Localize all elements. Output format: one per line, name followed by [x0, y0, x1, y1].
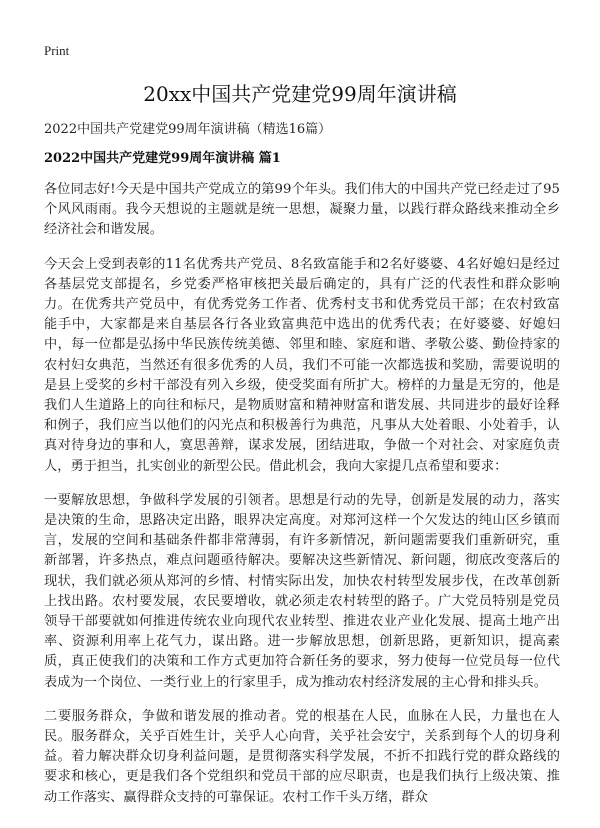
paragraph-point-one: 一要解放思想，争做科学发展的引领者。思想是行动的先导，创新是发展的动力，落实是决策的生命，思路决定出路，眼界决定高度。对郑河这样一个欠发达的纯山区乡镇而言，发展的空间和基础条件都非常薄弱，有许多新情况，新问题需要我们重新研究，重新部署，许多热点，难点问题亟待解决。要解决这些新情况、新问题，彻底改变落后的现状，我们就必须从郑河的乡情、村情实际出发，加快农村转型发展步伐，在改革创新上找出路。农村要发展，农民要增收，就必须走农村转型的路子。广大党员特别是党员领导干部要就如何推进传统农业向现代农业转型、推进农业产业化发展、提高土地产出率、资源利用率上花气力，谋出路。进一步解放思想，创新思路，更新知识，提高素质，真正使我们的决策和工作方式更加符合新任务的要求，努力使每一位党员每一位代表成为一个岗位、一类行业上的行家里手，成为推动农村经济发展的主心骨和排头兵。	[44, 492, 560, 690]
paragraph-point-two: 二要服务群众，争做和谐发展的推动者。党的根基在人民，血脉在人民，力量也在人民。服务群众，关乎百姓生计，关乎人心向背，关乎社会安宁，关系到每个人的切身利益。着力解决群众切身利益问题，是贯彻落实科学发展，不折不扣践行党的群众路线的要求和核心，更是我们各个党组织和党员干部的应尽职责，也是我们执行上级决策、推动工作落实、赢得群众支持的可靠保证。农村工作千头万绪，群众	[44, 708, 560, 805]
article-body	[44, 180, 560, 822]
print-link[interactable]: Print	[44, 43, 70, 58]
paragraph-intro: 各位同志好!今天是中国共产党成立的第99个年头。我们伟大的中国共产党已经走过了95个风风雨雨。我今天想说的主题就是统一思想，凝聚力量，以践行群众路线来推动全乡经济社会和谐发展。	[44, 182, 560, 238]
paragraph-commendation: 今天会上受到表彰的11名优秀共产党员、8名致富能手和2名好婆婆、4名好媳妇是经过各基层党支部提名，乡党委严格审核把关最后确定的，具有广泛的代表性和群众影响力。在优秀共产党员中，有优秀党务工作者、优秀村支书和优秀党员干部；在农村致富能手中，大家都是来自基层各行各业致富典范中选出的优秀代表；在好婆婆、好媳妇中，每一位都是弘扬中华民族传统美德、邻里和睦、家庭和谐、孝敬公婆、勤俭持家的农村妇女典范，当然还有很多优秀的人员，我们不可能一次都选拔和奖励，需要说明的是县上受奖的乡村干部没有列入乡级，使受奖面有所扩大。榜样的力量是无穷的，他是我们人生道路上的向往和标尺，是物质财富和精神财富和谐发展、共同进步的最好诠释和例子，我们应当以他们的闪光点和积极善行为典范，凡事从大处着眼、小处着手，认真对待身边的事和人，寞思善辩，谋求发展，团结进取，争做一个对社会、对家庭负责人，勇于担当，扎实创业的新型公民。借此机会，我向大家提几点希望和要求：	[44, 256, 560, 474]
page-title: 20xx中国共产党建党99周年演讲稿	[143, 82, 457, 106]
section-heading: 2022中国共产党建党99周年演讲稿 篇1	[44, 151, 281, 166]
document-subtitle: 2022中国共产党建党99周年演讲稿（精选16篇）	[44, 122, 332, 137]
